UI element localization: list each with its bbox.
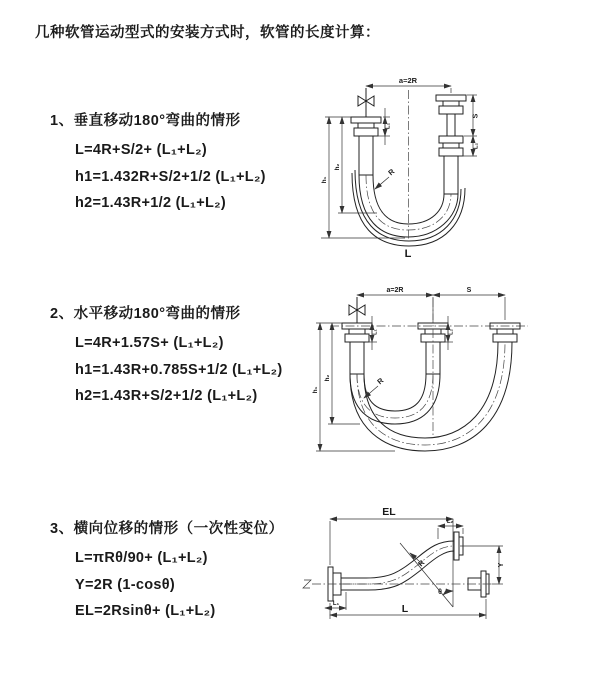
formula-line: L=4R+S/2+ (L₁+L₂) [75,142,207,158]
section-heading: 1、垂直移动180°弯曲的情形 [50,113,241,129]
dim-span-label: a=2R [398,76,418,85]
dim-el [330,506,453,607]
valve-icon [358,88,374,117]
dim-conn-right-label: L₂ [473,142,480,150]
formula-line: L=4R+1.57S+ (L₁+L₂) [75,335,224,351]
formula-line: EL=2Rsinθ+ (L₁+L₂) [75,603,216,619]
formula-list [75,330,283,410]
dim-conn-left-label: L₁ [385,122,392,130]
formula-line: h2=1.43R+S/2+1/2 (L₁+L₂) [75,388,258,404]
hose-u-bend [350,374,440,424]
radius-leader [375,167,397,189]
hose-u-bend [352,90,465,246]
dim-h1-label: h₁ [312,386,319,394]
section-heading: 3、横向位移的情形（一次性变位） [50,521,284,537]
dim-offset-y [460,546,505,584]
dim-conn-left [375,108,392,145]
diagram-horizontal-180-bend [300,280,600,460]
dim-offset-y-label: Y [498,562,505,568]
section-vertical-180 [50,109,266,217]
dim-length-label: L [401,603,409,615]
flange-connector-left [342,323,372,374]
radius-leader [410,553,427,568]
section-horizontal-180 [50,302,283,410]
section-lateral [50,517,284,625]
dim-h2 [334,117,377,213]
formula-list [75,137,266,217]
valve-icon [349,297,365,323]
formula-line: h1=1.432R+S/2+1/2 (L₁+L₂) [75,168,266,185]
radius-label: R [375,375,386,387]
dim-length [330,599,486,619]
formula-line: L=πRθ/90+ (L₁+L₂) [75,550,208,566]
length-label: L [404,248,412,260]
diagram-vertical-180-bend [305,70,590,265]
formula-list [75,545,284,625]
dim-h2-label: h₂ [324,374,331,382]
braided-hose-section [359,136,373,175]
dim-conn-left-label: L₁ [332,601,340,607]
radius-label: R [386,166,397,178]
original-centerline [303,580,492,588]
dim-conn-right-label: L₂ [448,329,455,335]
dim-conn-right [442,316,455,350]
dim-span-label: a=2R [386,287,404,294]
dim-el-label: EL [382,506,396,518]
dim-h2-label: h₂ [334,163,341,171]
dim-h1-label: h₁ [321,176,328,184]
dim-span [357,287,433,295]
dim-travel-label: S [466,287,472,294]
dim-h1 [321,117,405,238]
braided-hose-section [350,342,364,374]
formula-line: h1=1.43R+0.785S+1/2 (L₁+L₂) [75,361,283,378]
dim-conn-left-label: L₁ [372,329,379,335]
braided-hose-section [444,156,458,194]
formula-line: Y=2R (1-cosθ) [75,576,175,593]
section-heading: 2、水平移动180°弯曲的情形 [50,306,241,322]
radius-label: R [416,558,427,569]
dim-conn-left [366,316,379,350]
flange-connector-left [351,117,381,175]
dim-conn-right [459,136,480,156]
dim-travel [433,287,505,320]
page-title: 几种软管运动型式的安装方式时，软管的长度计算： [35,25,380,41]
flange-connector-right [436,95,466,194]
dim-travel-label: S [472,113,480,119]
angle-label: θ [438,589,442,596]
dim-conn-right-label: L₂ [446,519,454,525]
diagram-lateral-displacement [300,495,600,660]
formula-line: h2=1.43R+1/2 (L₁+L₂) [75,195,227,211]
hose-s-curve [341,541,454,590]
centerline-break-icon [303,580,311,588]
